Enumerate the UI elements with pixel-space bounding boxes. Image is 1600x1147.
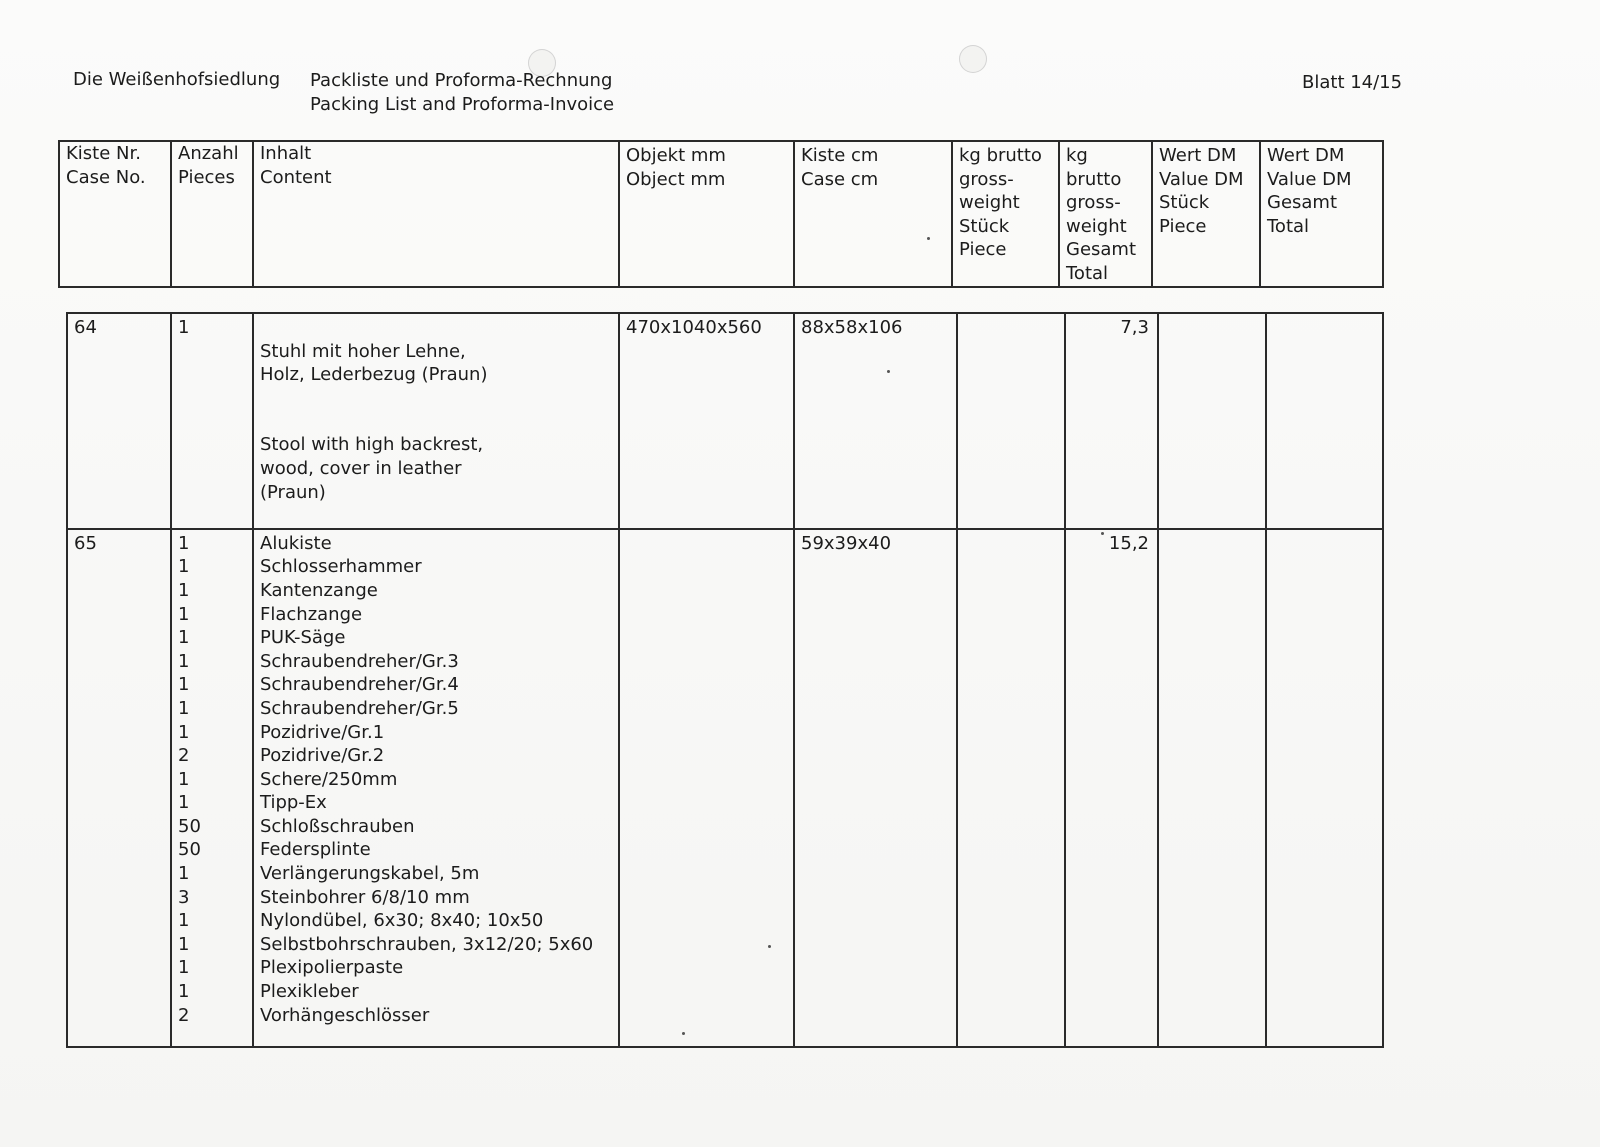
object-mm-cell (619, 529, 794, 1047)
content-cell: Alukiste Schlosserhammer Kantenzange Flachzange PUK-Säge Schraubendreher/Gr.3 Schraubendreher/Gr.4 Schraubendreher/Gr.5 Pozidrive/Gr.1 Pozidrive/Gr.2 Schere/250mm Tipp-Ex Schloßschrauben Federsplinte Verlängerungskabel, 5m Steinbohrer 6/8/10 mm Nylondübel, 6x30; 8x40; 10x50 Selbstbohrschrauben, 3x12/20; 5x60 Plexipolierpaste Plexikleber Vorhängeschlösser (253, 529, 619, 1047)
value-total-cell (1266, 529, 1383, 1047)
column-header-table (58, 140, 1384, 288)
scan-speck (1101, 532, 1104, 535)
case-cm-cell: 59x39x40 (794, 529, 957, 1047)
table-row-case-65 (67, 529, 1383, 1047)
header-kg-total: kg brutto gross- weight Gesamt Total (1059, 141, 1152, 287)
kg-total-cell: 15,2 (1065, 529, 1158, 1047)
content-en: Stool with high backrest, wood, cover in leather (Praun) (260, 434, 484, 503)
header-value-total: Wert DM Value DM Gesamt Total (1260, 141, 1383, 287)
case-no-cell: 65 (67, 529, 171, 1047)
document-title-de: Packliste und Proforma-Rechnung (310, 70, 613, 91)
kg-piece-cell (957, 313, 1065, 529)
content-de: Stuhl mit hoher Lehne, Holz, Lederbezug (Praun) (260, 340, 488, 386)
header-pieces: Anzahl Pieces (171, 141, 253, 287)
kg-total-cell: 7,3 (1065, 313, 1158, 529)
punch-hole-right (959, 45, 987, 73)
pieces-cell: 1 (171, 313, 253, 529)
header-value-piece: Wert DM Value DM Stück Piece (1152, 141, 1260, 287)
value-piece-cell (1158, 313, 1266, 529)
org-name: Die Weißenhofsiedlung (73, 69, 281, 90)
packing-list-table (66, 312, 1384, 1048)
case-cm-cell: 88x58x106 (794, 313, 957, 529)
value-piece-cell (1158, 529, 1266, 1047)
header-object-mm: Objekt mm Object mm (619, 141, 794, 287)
object-mm-cell: 470x1040x560 (619, 313, 794, 529)
scan-speck (887, 370, 890, 373)
scan-speck (927, 237, 930, 240)
case-no-cell: 64 (67, 313, 171, 529)
header-case-no: Kiste Nr. Case No. (59, 141, 171, 287)
document-title-en: Packing List and Proforma-Invoice (310, 94, 615, 115)
scan-speck (682, 1032, 685, 1035)
header-case-cm: Kiste cm Case cm (794, 141, 952, 287)
scan-speck (768, 945, 771, 948)
header-kg-piece: kg brutto gross- weight Stück Piece (952, 141, 1059, 287)
value-total-cell (1266, 313, 1383, 529)
header-content: Inhalt Content (253, 141, 619, 287)
table-row-case-64 (67, 313, 1383, 529)
pieces-cell: 1 1 1 1 1 1 1 1 1 2 1 1 50 50 1 3 1 1 1 1 2 (171, 529, 253, 1047)
content-cell (253, 313, 619, 529)
sheet-number: Blatt 14/15 (1302, 72, 1403, 93)
kg-piece-cell (957, 529, 1065, 1047)
